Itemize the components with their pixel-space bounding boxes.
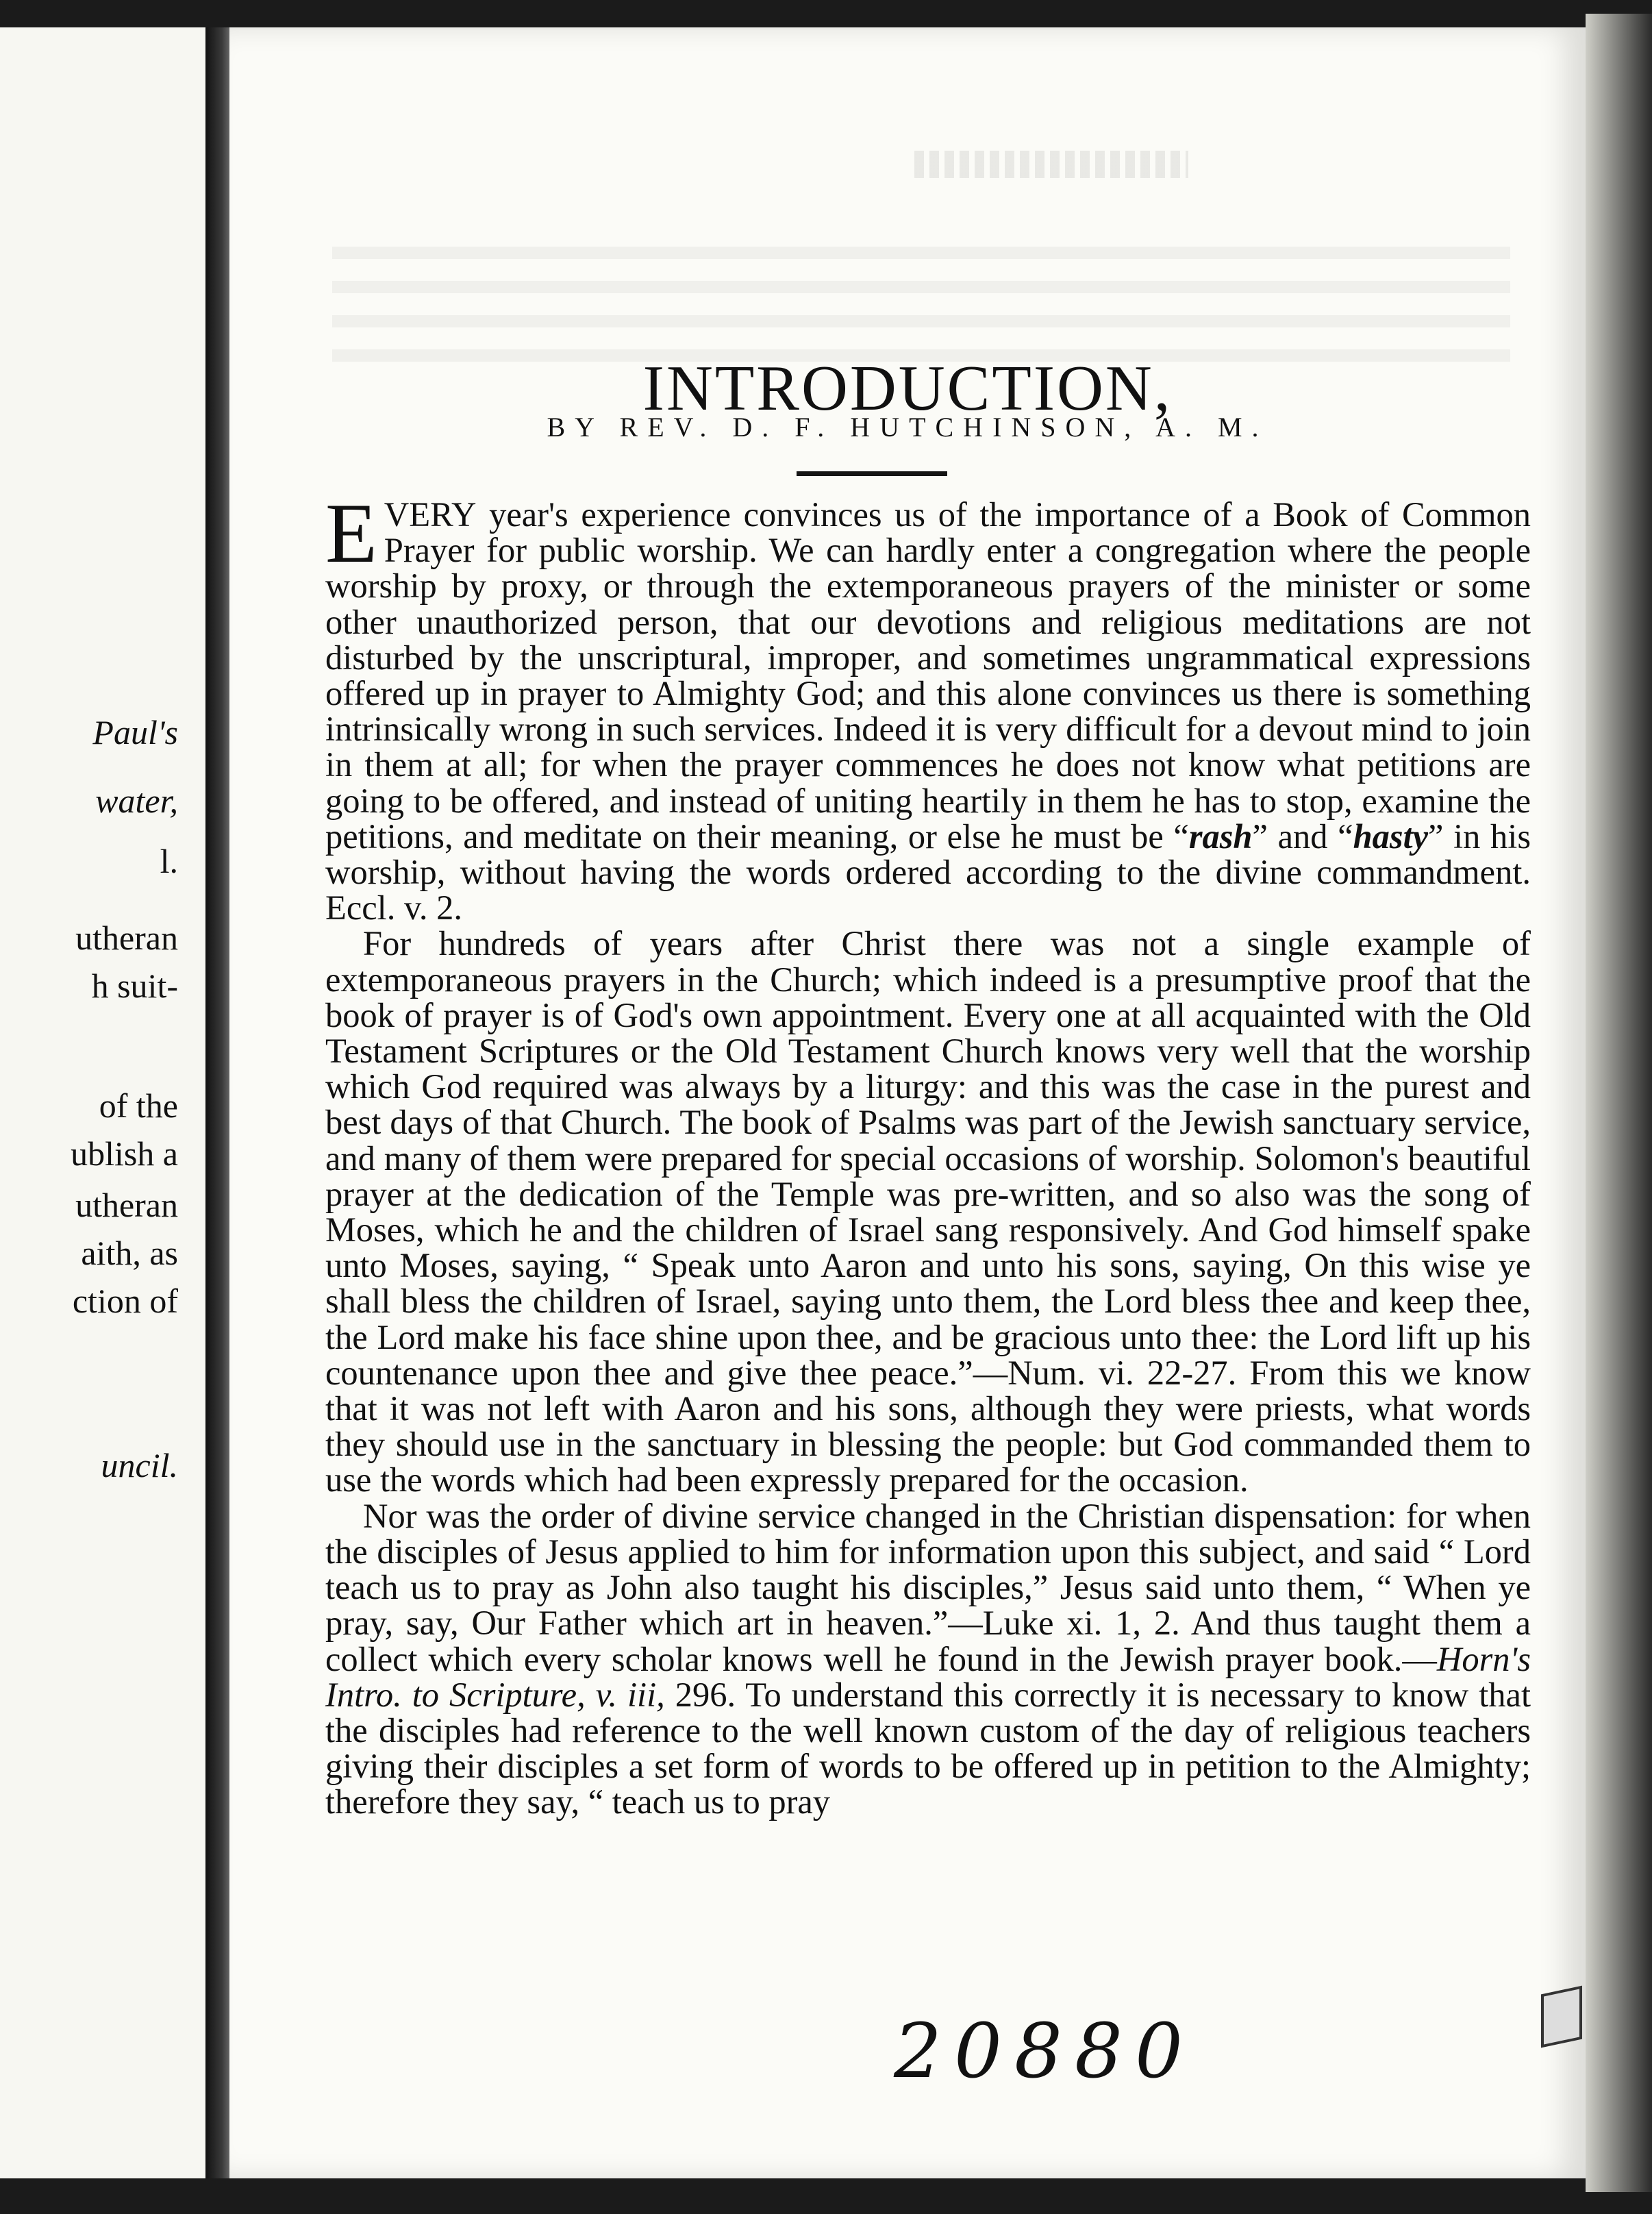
left-fragment-line: water, <box>95 782 178 820</box>
paragraph-3-text: 296. To understand this correctly it is necessary to know that the disciples had reference to the well known custom of the day of religious teachers giving their disciples a set form of words to be offered up in petition to the Almighty; therefore they say, “ teach us to pray <box>325 1675 1531 1821</box>
paragraph-1 <box>325 486 1531 928</box>
paragraph-1-text: ” in his worship, without having the words ordered according to the divine commandment. Eccl. v. 2. <box>325 817 1531 928</box>
author-byline: BY REV. D. F. HUTCHINSON, A. M. <box>547 412 1268 443</box>
page-corner-fold-icon <box>1541 1986 1582 2048</box>
left-fragment-line: Paul's <box>92 713 178 751</box>
left-fragment-line: ublish a <box>71 1134 178 1173</box>
book-gutter <box>205 27 233 2178</box>
title-rule <box>797 471 947 476</box>
book-page <box>229 27 1586 2178</box>
left-fragment-line: uncil. <box>101 1446 178 1484</box>
paragraph-1-text: ” and “ <box>1252 817 1353 856</box>
left-fragment-line: l. <box>160 842 178 880</box>
opening-word: VERY <box>384 495 477 534</box>
emphasis-rash: rash <box>1188 817 1253 856</box>
facing-page-fragment <box>0 27 208 2178</box>
paragraph-3-text: Nor was the order of divine service changed in the Christian dispensation: for when the disciples of Jesus applied to him for information upon this subject, and said “ Lord teach us to pray as John also taught his disciples,” Jesus said unto them, “ When ye pray, say, Our Father which art in heaven.”—Luke xi. 1, 2. And thus taught them a collect which every scholar knows well he found in the Jewish prayer book.— <box>325 1496 1531 1678</box>
body-text <box>325 486 1531 1821</box>
left-fragment-line: of the <box>99 1086 178 1125</box>
bleed-through-header <box>914 151 1188 178</box>
emphasis-hasty: hasty <box>1353 817 1429 856</box>
citation: Horn's Intro. to Scripture, v. iii, <box>325 1639 1531 1714</box>
paragraph-3 <box>325 1498 1531 1820</box>
page-title: INTRODUCTION, <box>642 352 1173 424</box>
left-fragment-line: utheran <box>75 1186 178 1224</box>
page-edge <box>1586 14 1652 2192</box>
left-fragment-line: utheran <box>75 919 178 957</box>
left-fragment-line: ction of <box>72 1282 178 1320</box>
drop-cap: E <box>325 486 377 580</box>
left-fragment-line: h suit- <box>91 967 178 1005</box>
paragraph-1-text: year's experience convinces us of the importance of a Book of Common Prayer for public worship. We can hardly enter a congregation where the people worship by proxy, or through the extemporaneous prayers of the minister or some other unauthorized person, that our devotions and religious meditations are not disturbed by the unscriptural, improper, and sometimes ungrammatical expressions offered up in prayer to Almighty God; and this alone convinces us there is something intrinsically wrong in such services. Indeed it is very difficult for a devout mind to join in them at all; for when the prayer commences he does not know what petitions are going to be offered, and instead of uniting heartily in them he has to stop, examine the petitions, and meditate on their meaning, or else he must be “ <box>325 495 1531 856</box>
left-fragment-line: aith, as <box>81 1234 178 1272</box>
handwritten-number: 20880 <box>894 2007 1195 2095</box>
paragraph-2: For hundreds of years after Christ there was not a single example of extemporaneous prayers in the Church; which indeed is a presumptive proof that the book of prayer is of God's own appointment. Every one at all acquainted with the Old Testament Scriptures or the Old Testament Church knows very well that the worship which God required was always by a liturgy: and this was the case in the purest and best days of that Church. The book of Psalms was part of the Jewish sanctuary service, and many of them were prepared for special occasions of worship. Solomon's beautiful prayer at the dedication of the Temple was pre-written, and so also was the song of Moses, which he and the children of Israel sang responsively. And God himself spake unto Moses, saying, “ Speak unto Aaron and unto his sons, saying, On this wise ye shall bless the children of Israel, saying unto them, the Lord bless thee and keep thee, the Lord make his face shine upon thee, and be gracious unto thee: the Lord lift up his countenance upon thee and give thee peace.”—Num. vi. 22-27. From this we know that it was not left with Aaron and his sons, although they were priests, what words they should use in the sanctuary in blessing the people: but God commanded them to use the words which had been expressly prepared for the occasion. <box>325 924 1531 1500</box>
